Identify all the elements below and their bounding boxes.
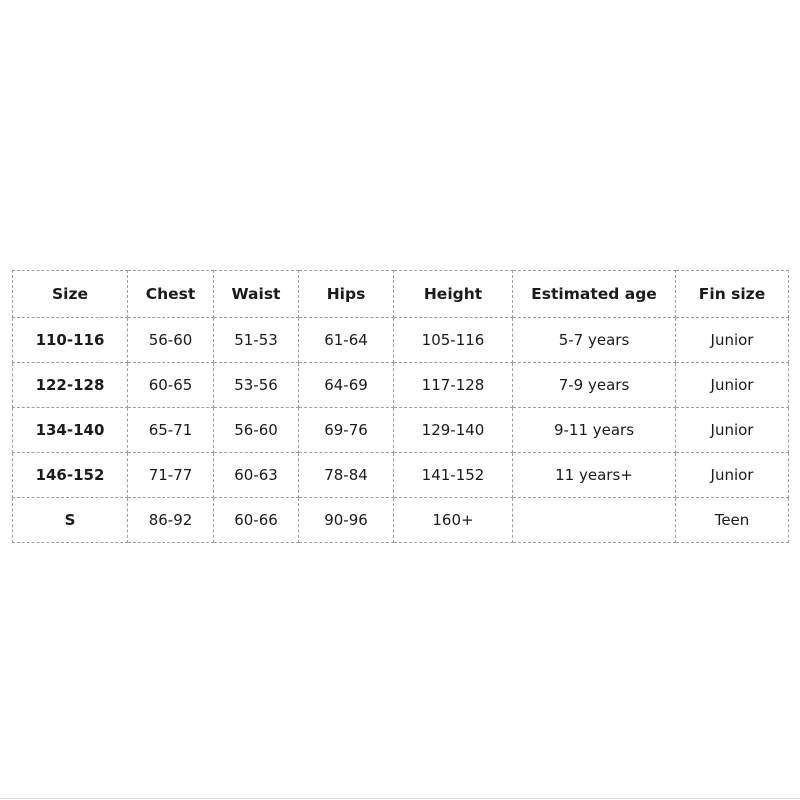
cell-estimated-age: [513, 498, 676, 543]
cell-fin-size: Junior: [676, 408, 789, 453]
size-chart-table: [12, 270, 789, 543]
cell-hips: 69-76: [299, 408, 394, 453]
cell-size: 122-128: [13, 363, 128, 408]
table-row: [13, 408, 789, 453]
cell-size: 134-140: [13, 408, 128, 453]
cell-height: 141-152: [394, 453, 513, 498]
cell-size: 110-116: [13, 318, 128, 363]
cell-estimated-age: 5-7 years: [513, 318, 676, 363]
cell-chest: 65-71: [128, 408, 214, 453]
cell-height: 105-116: [394, 318, 513, 363]
cell-fin-size: Junior: [676, 363, 789, 408]
header-hips: Hips: [299, 271, 394, 318]
header-row: [13, 271, 789, 318]
cell-height: 117-128: [394, 363, 513, 408]
cell-hips: 78-84: [299, 453, 394, 498]
cell-hips: 90-96: [299, 498, 394, 543]
cell-fin-size: Teen: [676, 498, 789, 543]
cell-hips: 64-69: [299, 363, 394, 408]
cell-height: 129-140: [394, 408, 513, 453]
header-estimated-age: Estimated age: [513, 271, 676, 318]
table-row: [13, 363, 789, 408]
table-row: [13, 498, 789, 543]
cell-chest: 71-77: [128, 453, 214, 498]
cell-size: 146-152: [13, 453, 128, 498]
cell-waist: 56-60: [214, 408, 299, 453]
cell-height: 160+: [394, 498, 513, 543]
cell-chest: 60-65: [128, 363, 214, 408]
cell-estimated-age: 7-9 years: [513, 363, 676, 408]
header-chest: Chest: [128, 271, 214, 318]
cell-waist: 53-56: [214, 363, 299, 408]
bottom-divider: [0, 798, 800, 799]
header-size: Size: [13, 271, 128, 318]
cell-estimated-age: 11 years+: [513, 453, 676, 498]
header-waist: Waist: [214, 271, 299, 318]
cell-fin-size: Junior: [676, 318, 789, 363]
cell-waist: 51-53: [214, 318, 299, 363]
table-row: [13, 453, 789, 498]
cell-chest: 86-92: [128, 498, 214, 543]
cell-fin-size: Junior: [676, 453, 789, 498]
cell-estimated-age: 9-11 years: [513, 408, 676, 453]
cell-hips: 61-64: [299, 318, 394, 363]
cell-waist: 60-66: [214, 498, 299, 543]
table-row: [13, 318, 789, 363]
header-height: Height: [394, 271, 513, 318]
header-fin-size: Fin size: [676, 271, 789, 318]
cell-waist: 60-63: [214, 453, 299, 498]
cell-chest: 56-60: [128, 318, 214, 363]
cell-size: S: [13, 498, 128, 543]
